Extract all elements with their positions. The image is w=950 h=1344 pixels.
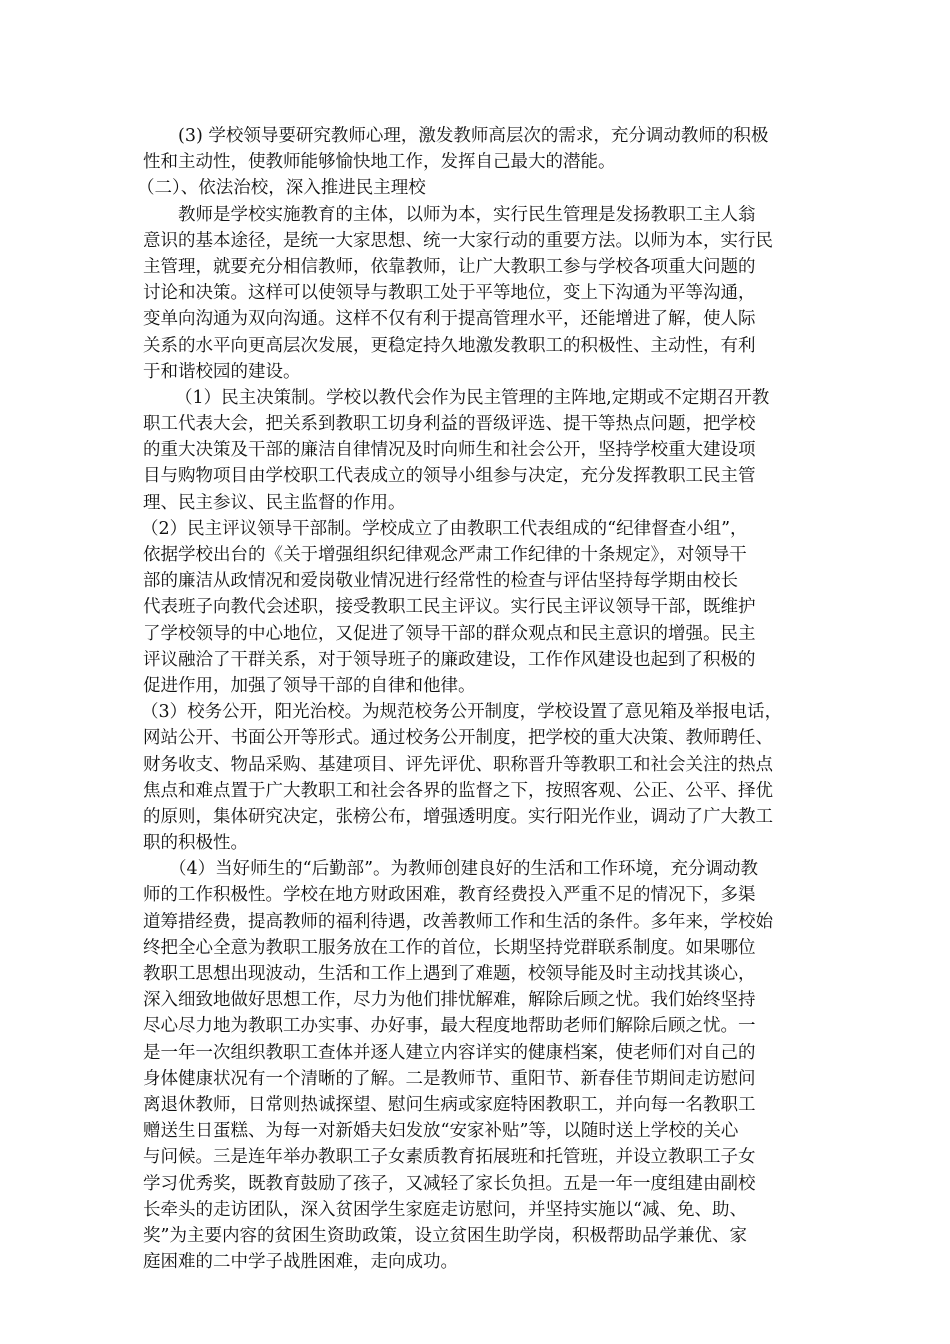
- text-line: 讨论和决策。这样可以使领导与教职工处于平等地位，变上下沟通为平等沟通，: [143, 283, 756, 304]
- text-line: 学习优秀奖，既教育鼓励了孩子，又减轻了家长负担。五是一年一度组建由副校: [143, 1173, 756, 1194]
- text-line: 奖”为主要内容的贫困生资助政策，设立贫困生助学岗，积极帮助品学兼优、家: [143, 1225, 747, 1246]
- text-line: 主管理，就要充分相信教师，依靠教师，让广大教职工参与学校各项重大问题的: [143, 256, 756, 277]
- text-line: 教师是学校实施教育的主体，以师为本，实行民生管理是发扬教职工主人翁: [178, 204, 756, 225]
- text-line: 庭困难的二中学子战胜困难，走向成功。: [143, 1252, 458, 1273]
- text-line: （4）当好师生的“后勤部”。为教师创建良好的生活和工作环境，充分调动教: [169, 859, 759, 880]
- text-line: 了学校领导的中心地位，又促进了领导干部的群众观点和民主意识的增强。民主: [143, 623, 756, 644]
- text-line: 道筹措经费，提高教师的福利待遇，改善教师工作和生活的条件。多年来，学校始: [143, 911, 773, 932]
- text-line: 网站公开、书面公开等形式。通过校务公开制度，把学校的重大决策、教师聘任、: [143, 728, 773, 749]
- text-line: （2）民主评议领导干部制。学校成立了由教职工代表组成的“纪律督查小组”，: [141, 518, 748, 539]
- text-line: 目与购物项目由学校职工代表成立的领导小组参与决定，充分发挥教职工民主管: [143, 466, 756, 487]
- paragraph-6: [143, 856, 808, 1275]
- text-line: 评议融洽了干群关系，对于领导班子的廉政建设，工作作风建设也起到了积极的: [143, 649, 756, 670]
- text-line: 职的积极性。: [143, 833, 248, 854]
- text-line: 赠送生日蛋糕、为每一对新婚夫妇发放“安家补贴”等，以随时送上学校的关心: [143, 1121, 739, 1142]
- document-body: [137, 123, 808, 1275]
- text-line: 尽心尽力地为教职工办实事、办好事，最大程度地帮助老师们解除后顾之忧。一: [143, 1016, 756, 1037]
- text-line: （1）民主决策制。学校以教代会作为民主管理的主阵地,定期或不定期召开教: [175, 387, 770, 408]
- paragraph-3: [143, 385, 808, 516]
- text-line: 意识的基本途径，是统一大家思想、统一大家行动的重要方法。以师为本，实行民: [143, 230, 773, 251]
- text-line: 焦点和难点置于广大教职工和社会各界的监督之下，按照客观、公正、公平、择优: [143, 780, 773, 801]
- section-heading: [137, 175, 808, 201]
- text-line: （3）校务公开，阳光治校。为规范校务公开制度，学校设置了意见箱及举报电话，: [141, 702, 783, 723]
- text-line: 身体健康状况有一个清晰的了解。二是教师节、重阳节、新春佳节期间走访慰问: [143, 1068, 756, 1089]
- paragraph-1: [143, 123, 808, 175]
- text-line: 师的工作积极性。学校在地方财政困难，教育经费投入严重不足的情况下，多渠: [143, 885, 756, 906]
- text-line: 深入细致地做好思想工作，尽力为他们排忧解难，解除后顾之忧。我们始终坚持: [143, 990, 756, 1011]
- text-line: 部的廉洁从政情况和爱岗敬业情况进行经常性的检查与评估坚持每学期由校长: [143, 571, 738, 592]
- text-line: 关系的水平向更高层次发展，更稳定持久地激发教职工的积极性、主动性，有利: [143, 335, 756, 356]
- text-line: 长牵头的走访团队，深入贫困学生家庭走访慰问，并坚持实施以“减、免、助、: [143, 1199, 747, 1220]
- text-line: 代表班子向教代会述职，接受教职工民主评议。实行民主评议领导干部，既维护: [143, 597, 756, 618]
- paragraph-4: [143, 516, 808, 699]
- text-line: 终把全心全意为教职工服务放在工作的首位，长期坚持党群联系制度。如果哪位: [143, 937, 756, 958]
- text-line: （二）、依法治校，深入推进民主理校: [137, 178, 426, 199]
- text-line: 与问候。三是连年举办教职工子女素质教育拓展班和托管班，并设立教职工子女: [143, 1147, 756, 1168]
- text-line: 财务收支、物品采购、基建项目、评先评优、职称晋升等教职工和社会关注的热点: [143, 754, 773, 775]
- text-line: 理、民主参议、民主监督的作用。: [143, 492, 406, 513]
- text-line: 于和谐校园的建设。: [143, 361, 301, 382]
- text-line: 性和主动性，使教师能够愉快地工作，发挥自己最大的潜能。: [143, 152, 616, 173]
- text-line: 教职工思想出现波动，生活和工作上遇到了难题，校领导能及时主动找其谈心，: [143, 964, 756, 984]
- text-line: 变单向沟通为双向沟通。这样不仅有利于提高管理水平，还能增进了解，使人际: [143, 309, 756, 330]
- text-line: 的原则，集体研究决定，张榜公布，增强透明度。实行阳光作业，调动了广大教工: [143, 806, 773, 827]
- text-line: 促进作用，加强了领导干部的自律和他律。: [143, 675, 476, 696]
- text-line: 职工代表大会，把关系到教职工切身利益的晋级评选、提干等热点问题，把学校: [143, 414, 756, 435]
- text-line: 离退休教师，日常则热诚探望、慰问生病或家庭特困教职工，并向每一名教职工: [143, 1094, 756, 1115]
- text-line: (3) 学校领导要研究教师心理，激发教师高层次的需求，充分调动教师的积极: [178, 126, 769, 146]
- text-line: 是一年一次组织教职工查体并逐人建立内容详实的健康档案，使老师们对自己的: [143, 1042, 756, 1063]
- text-line: 的重大决策及干部的廉洁自律情况及时向师生和社会公开，坚持学校重大建设项: [143, 440, 756, 461]
- text-line: 依据学校出台的《关于增强组织纪律观念严肃工作纪律的十条规定》，对领导干: [143, 545, 747, 565]
- paragraph-5: [143, 699, 808, 856]
- paragraph-2: [143, 202, 808, 385]
